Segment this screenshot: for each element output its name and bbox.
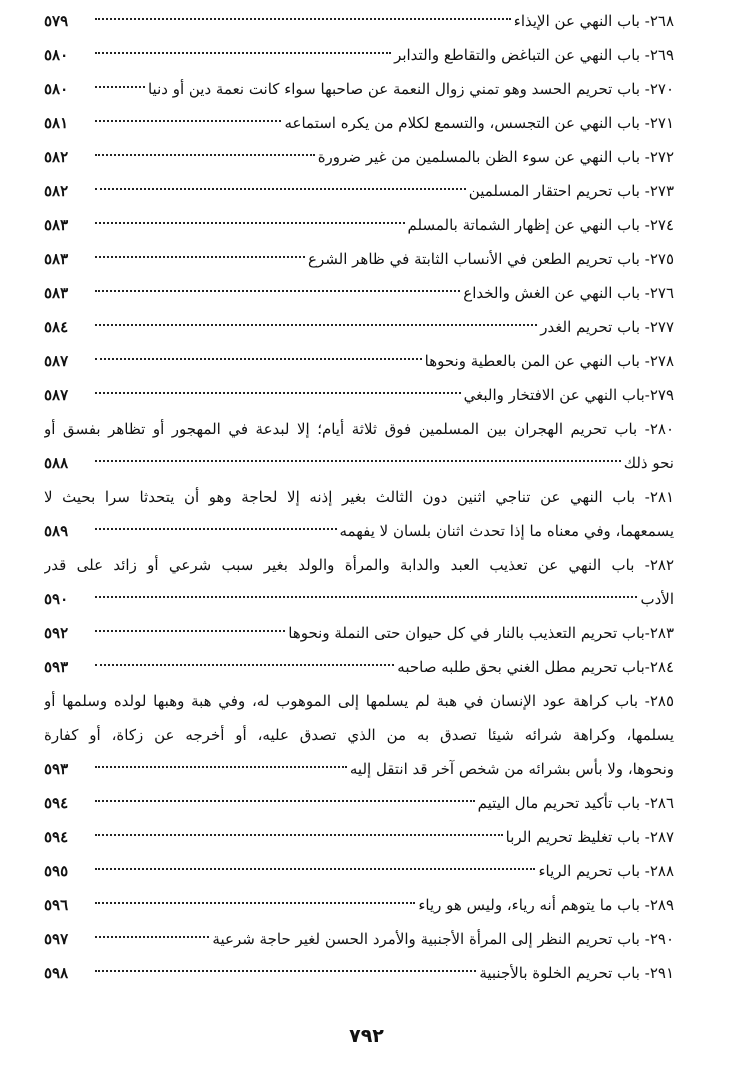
toc-entry-last-line [44, 310, 674, 344]
toc-entry [44, 820, 674, 854]
toc-entry-last-line [44, 242, 674, 276]
toc-entry [44, 344, 674, 378]
toc-entry-line [44, 412, 674, 446]
toc-entry [44, 480, 674, 548]
toc-entry-page: ٥٨٣ [44, 216, 69, 234]
toc-entry-text: يسمعهما، وفي معناه ما إذا تحدث اثنان بلسان لا يفهمه [339, 522, 674, 540]
toc-entry [44, 38, 674, 72]
dot-leader [95, 290, 460, 292]
toc-entry-last-line [44, 956, 674, 990]
toc-entry [44, 208, 674, 242]
toc-entry-text: ٢٧٠- باب تحريم الحسد وهو تمني زوال النعمة عن صاحبها سواء كانت نعمة دين أو دنيا [147, 80, 674, 98]
dot-leader [95, 120, 281, 122]
toc-entry-text: ٢٧٣- باب تحريم احتقار المسلمين [468, 182, 674, 200]
toc-entry-page: ٥٩٧ [44, 930, 69, 948]
toc-entry [44, 548, 674, 616]
toc-entry [44, 956, 674, 990]
dot-leader [95, 222, 405, 224]
dot-leader [95, 256, 305, 258]
toc-entry-last-line [44, 786, 674, 820]
toc-entry-last-line [44, 650, 674, 684]
toc-entry-last-line [44, 208, 674, 242]
dot-leader [95, 834, 503, 836]
toc-entry [44, 140, 674, 174]
toc-entry-page: ٥٨٩ [44, 522, 69, 540]
toc-entry-text: ٢٨٣-باب تحريم التعذيب بالنار في كل حيوان حتى النملة ونحوها [288, 624, 674, 642]
toc-entry-page: ٥٩٤ [44, 794, 69, 812]
toc-entry-text: ٢٧٧- باب تحريم الغدر [540, 318, 674, 336]
dot-leader [95, 52, 391, 54]
toc-entry [44, 106, 674, 140]
dot-leader [95, 936, 209, 938]
toc-entry-last-line [44, 174, 674, 208]
toc-entry [44, 854, 674, 888]
toc-entry-last-line [44, 922, 674, 956]
toc-entry-text: ٢٧٦- باب النهي عن الغش والخداع [463, 284, 674, 302]
toc-entry-text: الأدب [640, 590, 674, 608]
dot-leader [95, 154, 315, 156]
toc-entry-page: ٥٨٠ [44, 46, 69, 64]
toc-entry-text: ٢٨٨- باب تحريم الرياء [538, 862, 674, 880]
toc-entry [44, 72, 674, 106]
toc-entry-page: ٥٩٤ [44, 828, 69, 846]
toc-entry-last-line [44, 820, 674, 854]
toc-entry-text: ٢٧٥- باب تحريم الطعن في الأنساب الثابتة في ظاهر الشرع [308, 250, 674, 268]
toc-entry [44, 276, 674, 310]
dot-leader [95, 766, 347, 768]
toc-entry-text: ٢٩١- باب تحريم الخلوة بالأجنبية [479, 964, 674, 982]
toc-entry-text: ٢٧٨- باب النهي عن المن بالعطية ونحوها [424, 352, 674, 370]
toc-entry-page: ٥٨٢ [44, 182, 69, 200]
toc-entry-line [44, 548, 674, 582]
toc-entry [44, 684, 674, 786]
toc-entry-line [44, 480, 674, 514]
toc-entry-text: ٢٨٥- باب كراهة عود الإنسان في هبة لم يسلمها إلى الموهوب له، وفي هبة وهبها لولده وسلمها أو [44, 692, 674, 710]
toc-entry-text: ٢٦٨- باب النهي عن الإيذاء [513, 12, 674, 30]
toc-entry-last-line [44, 4, 674, 38]
toc-entry-page: ٥٩٢ [44, 624, 69, 642]
dot-leader [95, 528, 337, 530]
toc-entry-last-line [44, 582, 674, 616]
toc-entry-page: ٥٩٣ [44, 760, 69, 778]
toc-entry-page: ٥٨٧ [44, 352, 69, 370]
toc-entry-text: نحو ذلك [623, 454, 674, 472]
toc-entry-text: ٢٨٤-باب تحريم مطل الغني بحق طلبه صاحبه [397, 658, 674, 676]
toc-entry [44, 616, 674, 650]
toc-entry-last-line [44, 616, 674, 650]
toc-entry-line [44, 718, 674, 752]
toc-entry-last-line [44, 752, 674, 786]
toc-entry-text: ٢٧٢- باب النهي عن سوء الظن بالمسلمين من غير ضرورة [317, 148, 674, 166]
dot-leader [95, 630, 285, 632]
toc-entry-last-line [44, 106, 674, 140]
toc-entry-page: ٥٩٠ [44, 590, 69, 608]
toc-entry-last-line [44, 38, 674, 72]
toc-entry-text: ٢٧٤- باب النهي عن إظهار الشماتة بالمسلم [407, 216, 674, 234]
toc-entry [44, 242, 674, 276]
toc-entry-last-line [44, 378, 674, 412]
toc-entry-last-line [44, 854, 674, 888]
toc-entry-page: ٥٩٦ [44, 896, 69, 914]
toc-entry-text: ٢٩٠- باب تحريم النظر إلى المرأة الأجنبية والأمرد الحسن لغير حاجة شرعية [212, 930, 674, 948]
toc-entry [44, 412, 674, 480]
dot-leader [95, 596, 637, 598]
toc-entry [44, 174, 674, 208]
toc-entry-page: ٥٨٠ [44, 80, 69, 98]
dot-leader [95, 970, 476, 972]
toc-entry-text: ٢٨١- باب النهي عن تناجي اثنين دون الثالث بغير إذنه إلا لحاجة وهو أن يتحدثا سرا بحيث لا [44, 488, 674, 506]
table-of-contents [44, 4, 674, 990]
dot-leader [95, 868, 535, 870]
toc-entry-page: ٥٨٣ [44, 250, 69, 268]
dot-leader [95, 902, 415, 904]
dot-leader [95, 358, 422, 360]
page-number: ٧٩٢ [349, 1025, 384, 1047]
toc-entry-page: ٥٧٩ [44, 12, 69, 30]
toc-entry-text: ٢٧١- باب النهي عن التجسس، والتسمع لكلام من يكره استماعه [284, 114, 674, 132]
toc-entry-last-line [44, 276, 674, 310]
toc-entry-text: ونحوها، ولا بأس بشرائه من شخص آخر قد انتقل إليه [349, 760, 674, 778]
toc-entry-text: ٢٨٢- باب النهي عن تعذيب العبد والدابة والمرأة والولد بغير سبب شرعي أو زائد على قدر [44, 556, 674, 574]
toc-entry [44, 650, 674, 684]
toc-entry [44, 378, 674, 412]
toc-entry-last-line [44, 140, 674, 174]
toc-entry [44, 310, 674, 344]
toc-entry-page: ٥٨٧ [44, 386, 69, 404]
toc-entry-text: ٢٨٧- باب تغليظ تحريم الربا [505, 828, 674, 846]
toc-entry-page: ٥٩٨ [44, 964, 69, 982]
dot-leader [95, 392, 461, 394]
toc-entry-page: ٥٩٣ [44, 658, 69, 676]
dot-leader [95, 664, 394, 666]
dot-leader [95, 188, 466, 190]
toc-entry-last-line [44, 446, 674, 480]
dot-leader [95, 86, 145, 88]
toc-entry [44, 786, 674, 820]
toc-entry [44, 922, 674, 956]
toc-entry-text: ٢٨٦- باب تأكيد تحريم مال اليتيم [477, 794, 674, 812]
toc-entry-page: ٥٩٥ [44, 862, 69, 880]
toc-entry-line [44, 684, 674, 718]
toc-entry-text: ٢٦٩- باب النهي عن التباغض والتقاطع والتدابر [394, 46, 674, 64]
dot-leader [95, 324, 537, 326]
dot-leader [95, 18, 511, 20]
dot-leader [95, 460, 621, 462]
toc-entry-page: ٥٨٣ [44, 284, 69, 302]
toc-entry-page: ٥٨٤ [44, 318, 69, 336]
toc-entry-text: ٢٨٩- باب ما يتوهم أنه رياء، وليس هو رياء [418, 896, 674, 914]
toc-entry-text: ٢٧٩-باب النهي عن الافتخار والبغي [463, 386, 674, 404]
toc-entry-last-line [44, 888, 674, 922]
toc-entry-last-line [44, 344, 674, 378]
toc-entry-page: ٥٨٢ [44, 148, 69, 166]
toc-entry-text: ٢٨٠- باب تحريم الهجران بين المسلمين فوق ثلاثة أيام؛ إلا لبدعة في المهجور أو تظاهر بفسق أو [44, 420, 674, 438]
toc-entry-last-line [44, 514, 674, 548]
toc-entry [44, 4, 674, 38]
toc-entry-text: يسلمها، وكراهة شرائه شيئا تصدق به من الذي تصدق عليه، أو أخرجه عن زكاة، أو كفارة [44, 726, 674, 744]
toc-entry-last-line [44, 72, 674, 106]
dot-leader [95, 800, 475, 802]
toc-entry-page: ٥٨٨ [44, 454, 69, 472]
toc-entry-page: ٥٨١ [44, 114, 69, 132]
toc-entry [44, 888, 674, 922]
